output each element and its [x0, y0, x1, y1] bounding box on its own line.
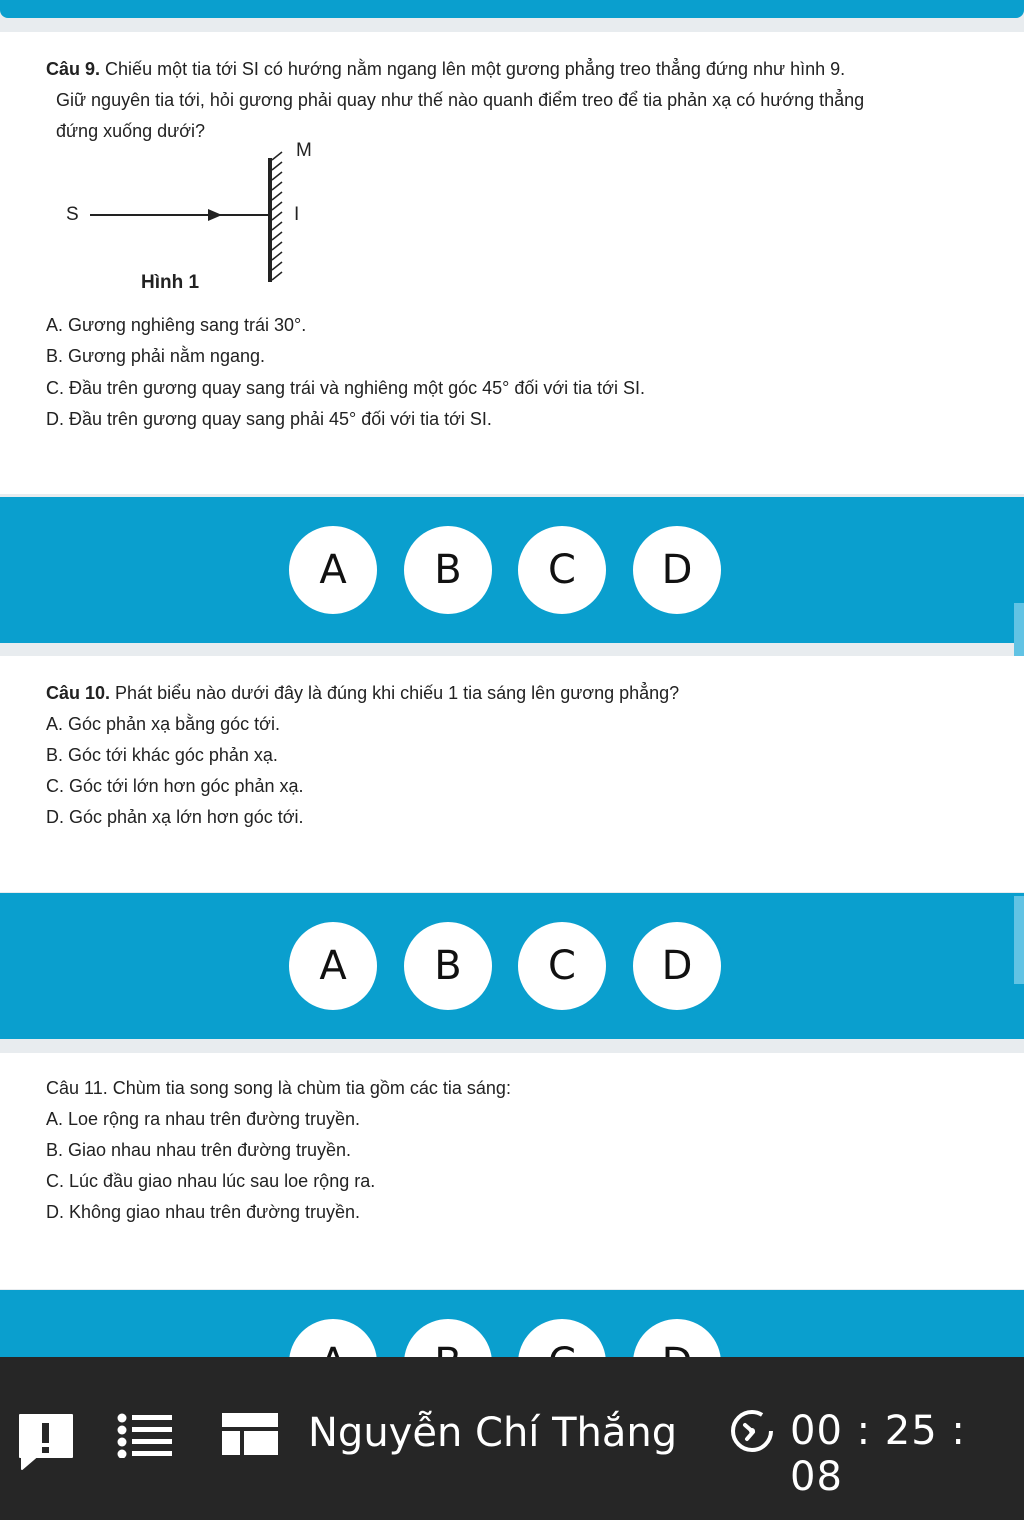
question-11-option-b: B. Giao nhau nhau trên đường truyền.: [46, 1140, 352, 1160]
user-name: Nguyễn Chí Thắng: [308, 1410, 678, 1456]
q9-answer-a-button[interactable]: A: [286, 523, 380, 617]
timer-display: 00 : 25 : 08: [790, 1408, 966, 1500]
alert-icon[interactable]: [16, 1411, 76, 1476]
q10-answer-b-button[interactable]: B: [401, 919, 495, 1013]
list-icon[interactable]: [116, 1412, 174, 1463]
answer-bar-9: [0, 497, 1024, 643]
scrollbar-track-mark: [1014, 896, 1024, 984]
question-9-option-d: D. Đầu trên gương quay sang phải 45° đối với tia tới SI.: [46, 409, 492, 429]
q9-answer-c-button[interactable]: C: [515, 523, 609, 617]
q10-answer-c-button[interactable]: C: [515, 919, 609, 1013]
question-10-label: Câu 10.: [46, 683, 111, 703]
question-9-line3: đứng xuống dưới?: [56, 121, 206, 141]
top-accent-strip: [0, 0, 1024, 18]
q10-answer-a-button[interactable]: A: [286, 919, 380, 1013]
question-10-option-a: A. Góc phản xạ bằng góc tới.: [46, 714, 280, 734]
q10-answer-d-button[interactable]: D: [630, 919, 724, 1013]
question-11-option-c: C. Lúc đầu giao nhau lúc sau loe rộng ra.: [46, 1171, 376, 1191]
question-11-option-d: D. Không giao nhau trên đường truyền.: [46, 1202, 361, 1222]
answer-bar-10: [0, 893, 1024, 1039]
question-9-option-c: C. Đầu trên gương quay sang trái và nghiêng một góc 45° đối với tia tới SI.: [46, 378, 645, 398]
figure-label-s: S: [66, 204, 79, 225]
question-11-line1: Chùm tia song song là chùm tia gồm các tia sáng:: [112, 1078, 511, 1098]
question-9-label: Câu 9.: [46, 59, 101, 79]
question-11-label: Câu 11.: [46, 1078, 108, 1098]
question-10-option-b: B. Góc tới khác góc phản xạ.: [46, 745, 278, 765]
question-10-text: [46, 678, 976, 709]
layout-icon[interactable]: [222, 1413, 278, 1460]
figure-label-i: I: [294, 204, 300, 225]
question-9-line1: Chiếu một tia tới SI có hướng nằm ngang lên một gương phẳng treo thẳng đứng như hình 9.: [105, 59, 846, 79]
timer-icon: [729, 1408, 775, 1459]
question-9-line2: Giữ nguyên tia tới, hỏi gương phải quay như thế nào quanh điểm treo để tia phản xạ có hướng thẳng: [56, 90, 865, 110]
question-9-option-a: A. Gương nghiêng sang trái 30°.: [46, 315, 307, 335]
question-9-option-b: B. Gương phải nằm ngang.: [46, 346, 265, 366]
q9-answer-b-button[interactable]: B: [401, 523, 495, 617]
question-10-option-d: D. Góc phản xạ lớn hơn góc tới.: [46, 807, 304, 827]
mirror-hatching: [272, 152, 282, 280]
figure-label-m: M: [296, 140, 312, 161]
q9-answer-d-button[interactable]: D: [630, 523, 724, 617]
question-9-text: [46, 54, 976, 147]
question-11-text: [46, 1073, 976, 1104]
scrollbar-thumb[interactable]: [1014, 603, 1024, 658]
question-10-option-c: C. Góc tới lớn hơn góc phản xạ.: [46, 776, 304, 796]
figure-caption: Hình 1: [141, 272, 200, 293]
question-11-option-a: A. Loe rộng ra nhau trên đường truyền.: [46, 1109, 361, 1129]
question-10-line1: Phát biểu nào dưới đây là đúng khi chiếu 1 tia sáng lên gương phẳng?: [115, 683, 680, 703]
ray-arrowhead: [208, 209, 222, 221]
